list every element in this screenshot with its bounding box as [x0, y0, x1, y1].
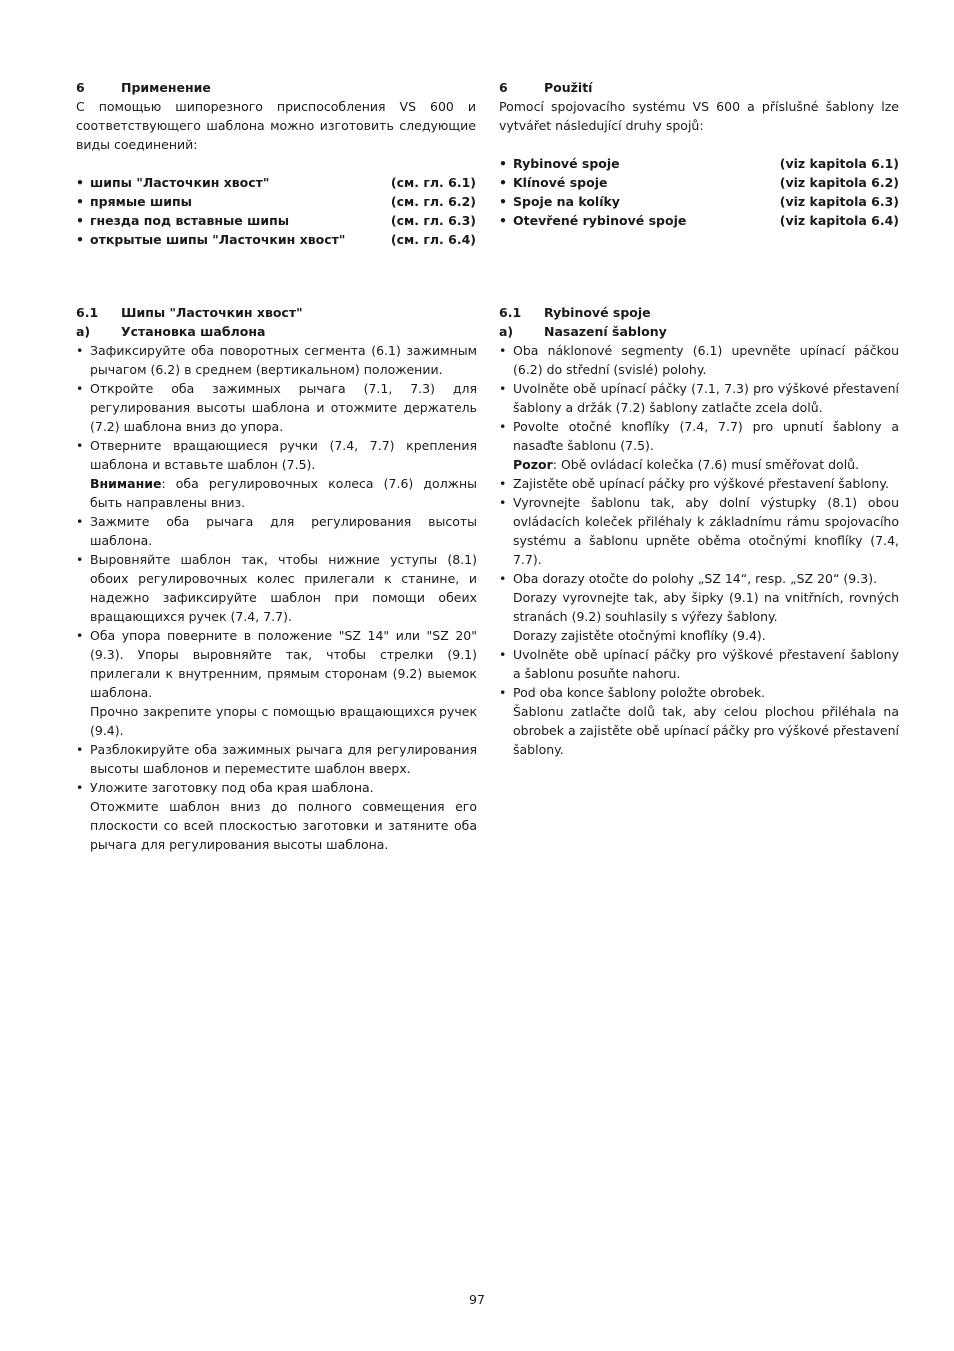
list-item: • Otevřené rybinové spoje (viz kapitola 6.4)	[499, 213, 899, 228]
bullet-icon: •	[76, 232, 84, 247]
list-item	[499, 474, 899, 493]
list-item-text: Откройте оба зажимных рычага (7.1, 7.3) для регулирования высоты шаблона и отожмите держатель (7.2) шаблона вниз до упора.	[90, 381, 477, 434]
bullet-icon: •	[499, 213, 507, 228]
list-item-text: Зафиксируйте оба поворотных сегмента (6.1) зажимным рычагом (6.2) в среднем (вертикальном) положении.	[90, 343, 477, 377]
list-item-text: Zajistěte obě upínací páčky pro výškové přestavení šablony.	[513, 476, 889, 491]
bullet-icon: •	[499, 194, 507, 209]
bullet-icon: •	[499, 495, 507, 510]
list-item-text: Oba náklonové segmenty (6.1) upevněte upínací páčkou (6.2) do střední (svislé) polohy.	[513, 343, 899, 377]
list-item-text: Разблокируйте оба зажимных рычага для регулирования высоты шаблонов и переместите шаблон вверх.	[90, 742, 477, 776]
section-number: 6	[499, 80, 508, 95]
note-body: : оба регулировочных колеса (7.6) должны быть направлены вниз.	[90, 476, 477, 510]
list-item	[76, 550, 477, 626]
list-item-body	[513, 341, 899, 379]
subsection-title: Rybinové spoje	[544, 305, 651, 320]
list-item-body	[90, 626, 477, 740]
list-item-text: Выровняйте шаблон так, чтобы нижние уступы (8.1) обоих регулировочных колес прилегали к станине, и надежно зафиксируйте шаблон при помощи обеих вращающихся ручек (7.4, 7.7).	[90, 552, 477, 624]
list-item-body	[513, 474, 899, 493]
right-section-6-1	[499, 303, 899, 759]
section-title: Použití	[544, 80, 593, 95]
list-item	[499, 569, 899, 645]
list-item	[76, 436, 477, 512]
list-item	[499, 645, 899, 683]
list-item	[76, 512, 477, 550]
page-number: 97	[469, 1292, 485, 1307]
list-item-text: Прочно закрепите упоры с помощью вращающихся ручек (9.4).	[90, 704, 477, 738]
note-text	[90, 474, 477, 512]
intro-paragraph: Pomocí spojovacího systému VS 600 a příslušné šablony lze vytvářet následující druhy spojů:	[499, 99, 899, 133]
list-item	[499, 341, 899, 379]
list-item-body	[513, 493, 899, 569]
list-item: • Rybinové spoje (viz kapitola 6.1)	[499, 156, 899, 171]
list-item	[76, 740, 477, 778]
subsection-number: 6.1	[76, 305, 99, 320]
bullet-icon: •	[76, 213, 84, 228]
list-item: • Klínové spoje (viz kapitola 6.2)	[499, 175, 899, 190]
list-item	[76, 626, 477, 740]
step-title: Установка шаблона	[121, 324, 266, 339]
instruction-list	[76, 341, 477, 854]
bullet-icon: •	[499, 156, 507, 171]
list-item-body	[90, 379, 477, 436]
subsection-title: Шипы "Ласточкин хвост"	[121, 305, 303, 320]
list-item-body	[90, 512, 477, 550]
section-heading	[76, 78, 476, 97]
step-number: a)	[499, 324, 514, 339]
list-item-text: Povolte otočné knoflíky (7.4, 7.7) pro upnutí šablony a nasaďte šablonu (7.5).	[513, 419, 899, 453]
list-item	[499, 379, 899, 417]
section-title: Применение	[121, 80, 211, 95]
subsection-heading	[499, 303, 899, 322]
list-item-text: Отожмите шаблон вниз до полного совмещения его плоскости со всей плоскостью заготовки и затяните оба рычага для регулирования высоты шаблона.	[90, 799, 477, 852]
list-item	[76, 379, 477, 436]
list-item-body	[90, 778, 477, 854]
list-item-body	[513, 417, 899, 474]
subsection-heading	[76, 303, 477, 322]
note-label: Pozor	[513, 457, 553, 472]
bullet-icon: •	[76, 514, 84, 529]
bullet-icon: •	[76, 742, 84, 757]
bullet-icon: •	[76, 194, 84, 209]
section-heading	[499, 78, 899, 97]
bullet-icon: •	[499, 381, 507, 396]
bullet-icon: •	[76, 780, 84, 795]
list-item-text: Uvolněte obě upínací páčky (7.1, 7.3) pro výškové přestavení šablony a držák (7.2) šablony zatlačte zcela dolů.	[513, 381, 899, 415]
left-section-6-1	[76, 303, 477, 854]
bullet-icon: •	[499, 571, 507, 586]
list-item-body	[90, 341, 477, 379]
list-item-text: Оба упора поверните в положение "SZ 14" или "SZ 20" (9.3). Упоры выровняйте так, чтобы стрелки (9.1) прилегали к внутренним, прямым сторонам (9.2) выемок шаблона.	[90, 628, 477, 700]
list-item	[499, 417, 899, 474]
bullet-icon: •	[499, 419, 507, 434]
list-item	[499, 683, 899, 759]
step-heading	[499, 322, 899, 341]
list-item-body	[513, 683, 899, 759]
instruction-list	[499, 341, 899, 759]
list-item-body	[513, 569, 899, 645]
list-item-text: Šablonu zatlačte dolů tak, aby celou plochou přiléhala na obrobek a zajistěte obě upínací páčky pro výškové přestavení šablony.	[513, 704, 899, 757]
bullet-icon: •	[76, 438, 84, 453]
joint-types-list	[76, 173, 476, 249]
right-column-intro	[499, 78, 899, 230]
list-item: • открытые шипы "Ласточкин хвост" (см. гл. 6.4)	[76, 232, 476, 247]
subsection-number: 6.1	[499, 305, 522, 320]
list-item-text: Зажмите оба рычага для регулирования высоты шаблона.	[90, 514, 477, 548]
list-item-text: Dorazy vyrovnejte tak, aby šipky (9.1) na vnitřních, rovných stranách (9.2) souhlasily s výřezy šablony.	[513, 590, 899, 624]
bullet-icon: •	[76, 552, 84, 567]
list-item-body	[90, 740, 477, 778]
step-title: Nasazení šablony	[544, 324, 667, 339]
list-item	[76, 341, 477, 379]
bullet-icon: •	[76, 381, 84, 396]
list-item	[499, 493, 899, 569]
intro-paragraph: С помощью шипорезного приспособления VS 600 и соответствующего шаблона можно изготовить следующие виды соединений:	[76, 99, 476, 152]
bullet-icon: •	[499, 476, 507, 491]
list-item-text: Уложите заготовку под оба края шаблона.	[90, 780, 374, 795]
list-item: • прямые шипы (см. гл. 6.2)	[76, 194, 476, 209]
bullet-icon: •	[76, 175, 84, 190]
list-item-body	[513, 645, 899, 683]
list-item-text: Pod oba konce šablony položte obrobek.	[513, 685, 766, 700]
left-column-intro	[76, 78, 476, 249]
list-item-text: Oba dorazy otočte do polohy „SZ 14“, resp. „SZ 20“ (9.3).	[513, 571, 878, 586]
list-item-text: Vyrovnejte šablonu tak, aby dolní výstupky (8.1) obou ovládacích koleček přiléhaly k základnímu rámu spojovacího systému a šablonu upněte oběma otočnými knoflíky (7.4, 7.7).	[513, 495, 899, 567]
step-heading	[76, 322, 477, 341]
list-item-text: Uvolněte obě upínací páčky pro výškové přestavení šablony a šablonu posuňte nahoru.	[513, 647, 899, 681]
note-label: Внимание	[90, 476, 162, 491]
list-item-text: Dorazy zajistěte otočnými knoflíky (9.4).	[513, 628, 766, 643]
bullet-icon: •	[499, 685, 507, 700]
bullet-icon: •	[499, 175, 507, 190]
list-item: • Spoje na kolíky (viz kapitola 6.3)	[499, 194, 899, 209]
list-item-body	[90, 550, 477, 626]
list-item: • шипы "Ласточкин хвост" (см. гл. 6.1)	[76, 175, 476, 190]
bullet-icon: •	[499, 647, 507, 662]
bullet-icon: •	[76, 628, 84, 643]
list-item	[76, 778, 477, 854]
joint-types-list	[499, 154, 899, 230]
list-item-body	[513, 379, 899, 417]
list-item-body	[90, 436, 477, 512]
list-item-text: Отверните вращающиеся ручки (7.4, 7.7) крепления шаблона и вставьте шаблон (7.5).	[90, 438, 477, 472]
note-body: : Obě ovládací kolečka (7.6) musí směřovat dolů.	[552, 457, 860, 472]
bullet-icon: •	[76, 343, 84, 358]
list-item: • гнезда под вставные шипы (см. гл. 6.3)	[76, 213, 476, 228]
bullet-icon: •	[499, 343, 507, 358]
step-number: a)	[76, 324, 91, 339]
note-text	[513, 455, 899, 474]
section-number: 6	[76, 80, 85, 95]
